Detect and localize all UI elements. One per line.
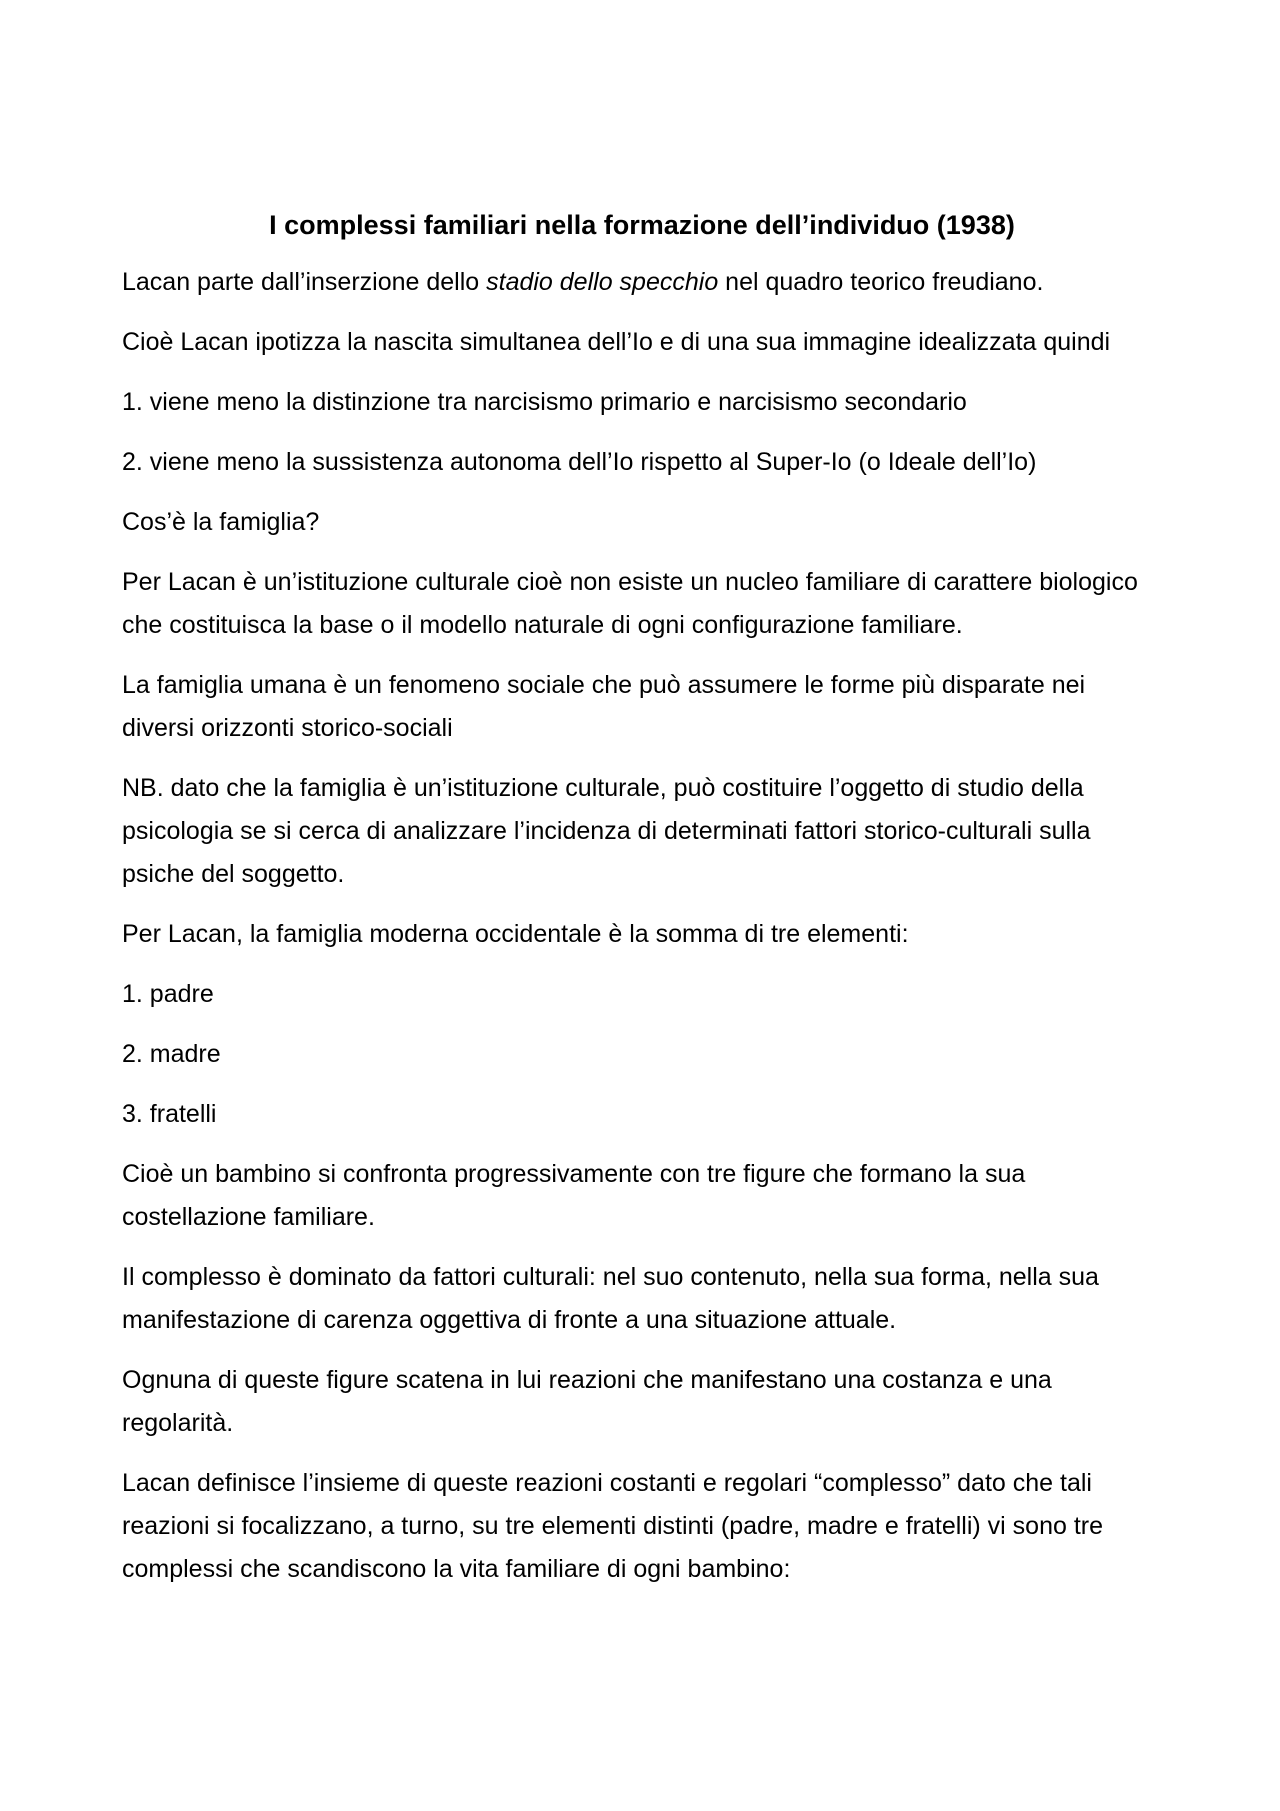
intro-paragraph xyxy=(122,261,1162,304)
intro-text-after: nel quadro teorico freudiano. xyxy=(718,268,1044,296)
paragraph-tre-elementi: Per Lacan, la famiglia moderna occidentale è la somma di tre elementi: xyxy=(122,920,909,948)
list-item-super-io: 2. viene meno la sussistenza autonoma dell’Io rispetto al Super-Io (o Ideale dell’Io) xyxy=(122,448,1037,476)
paragraph-costellazione: Cioè un bambino si confronta progressivamente con tre figure che formano la sua costellazione familiare. xyxy=(122,1160,1026,1231)
list-item-narcisismo: 1. viene meno la distinzione tra narcisismo primario e narcisismo secondario xyxy=(122,388,967,416)
document-body xyxy=(122,203,1162,1608)
list-item-fratelli: 3. fratelli xyxy=(122,1100,217,1128)
paragraph-istituzione: Per Lacan è un’istituzione culturale cioè non esiste un nucleo familiare di carattere biologico che costituisca la base o il modello naturale di ogni configurazione familiare. xyxy=(122,568,1138,639)
question-famiglia: Cos’è la famiglia? xyxy=(122,508,320,536)
paragraph-complesso: Lacan definisce l’insieme di queste reazioni costanti e regolari “complesso” dato che tali reazioni si focalizzano, a turno, su tre elementi distinti (padre, madre e fratelli) vi sono tre complessi che scandiscono la vita familiare di ogni bambino: xyxy=(122,1469,1104,1583)
paragraph-nb: NB. dato che la famiglia è un’istituzione culturale, può costituire l’oggetto di studio della psicologia se si cerca di analizzare l’incidenza di determinati fattori storico-culturali sulla psiche del soggetto. xyxy=(122,774,1091,888)
intro-emphasis: stadio dello specchio xyxy=(486,268,719,296)
paragraph-fenomeno-sociale: La famiglia umana è un fenomeno sociale che può assumere le forme più disparate nei diversi orizzonti storico-sociali xyxy=(122,671,1086,742)
intro-text-before: Lacan parte dall’inserzione dello xyxy=(122,268,487,296)
paragraph-fattori-culturali: Il complesso è dominato da fattori culturali: nel suo contenuto, nella sua forma, nella sua manifestazione di carenza oggettiva di fronte a una situazione attuale. xyxy=(122,1263,1099,1334)
paragraph-reazioni: Ognuna di queste figure scatena in lui reazioni che manifestano una costanza e una regolarità. xyxy=(122,1366,1052,1437)
paragraph-ipotesi: Cioè Lacan ipotizza la nascita simultanea dell’Io e di una sua immagine idealizzata quindi xyxy=(122,328,1111,356)
document-title: I complessi familiari nella formazione dell’individuo (1938) xyxy=(269,210,1015,240)
list-item-padre: 1. padre xyxy=(122,980,214,1008)
list-item-madre: 2. madre xyxy=(122,1040,221,1068)
